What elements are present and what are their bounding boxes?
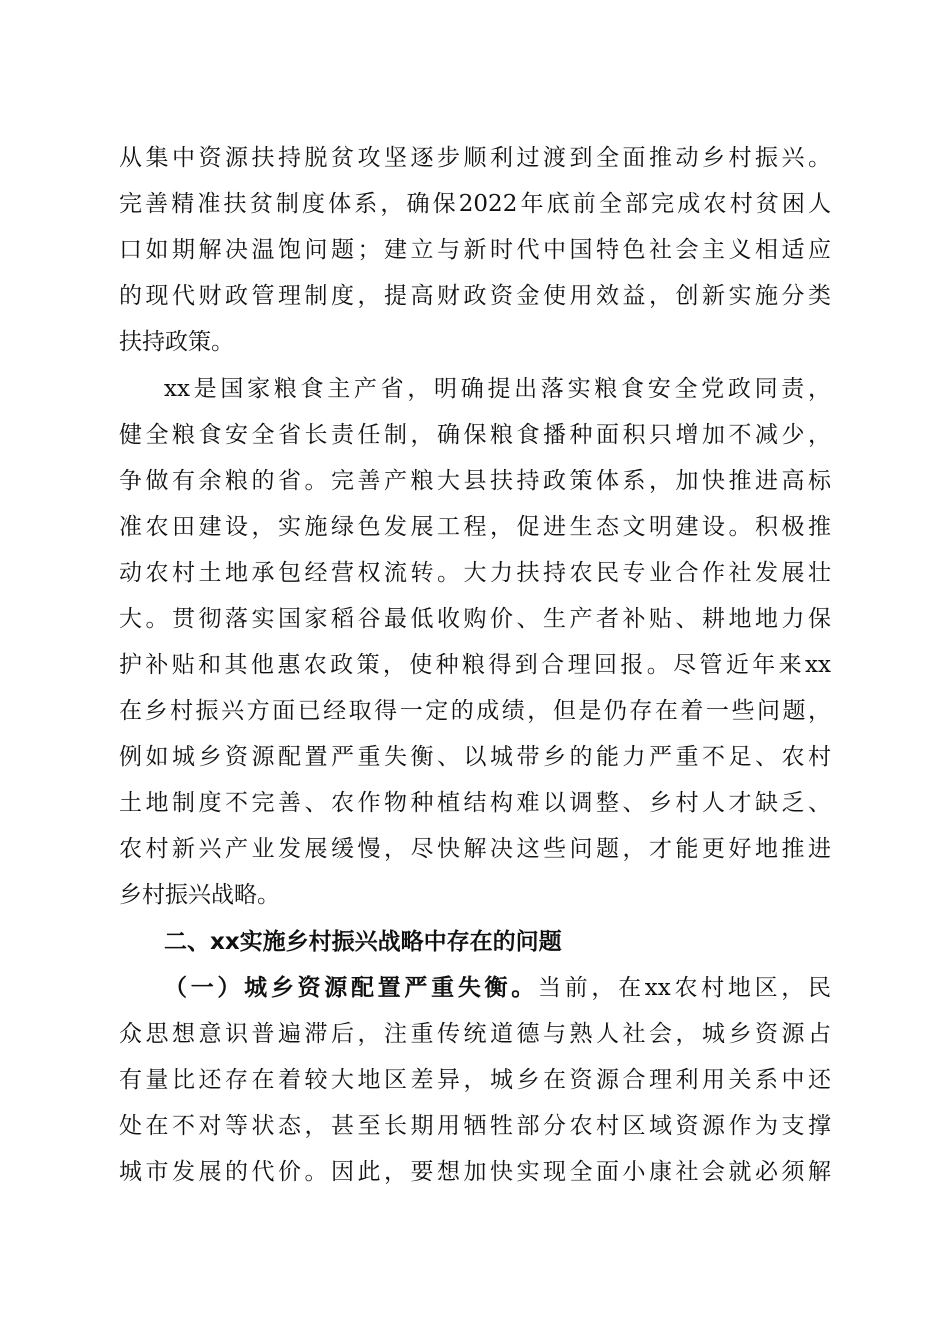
paragraph-line: 众思想意识普遍滞后，注重传统道德与熟人社会，城乡资源占 [119,1021,831,1047]
paragraph-line: 从集中资源扶持脱贫攻坚逐步顺利过渡到全面推动乡村振兴。 [119,145,831,171]
subsection-lead: （一）城乡资源配置严重失衡。 [164,975,538,1001]
paragraph-line: 护补贴和其他惠农政策，使种粮得到合理回报。尽管近年来xx [119,652,831,678]
paragraph-line: 准农田建设，实施绿色发展工程，促进生态文明建设。积极推 [119,514,831,540]
paragraph-line: 城市发展的代价。因此，要想加快实现全面小康社会就必须解 [119,1159,831,1185]
paragraph-line: 在乡村振兴方面已经取得一定的成绩，但是仍存在着一些问题， [119,698,831,724]
paragraph-line: xx是国家粮食主产省，明确提出落实粮食安全党政同责， [164,376,831,402]
paragraph-line: 农村新兴产业发展缓慢，尽快解决这些问题，才能更好地推进 [119,836,831,862]
paragraph-line: 大。贯彻落实国家稻谷最低收购价、生产者补贴、耕地地力保 [119,606,831,632]
paragraph-text: 当前，在xx农村地区，民 [537,975,831,1001]
paragraph-line: 的现代财政管理制度，提高财政资金使用效益，创新实施分类 [119,283,831,309]
paragraph-line [164,973,831,1003]
paragraph-line: 处在不对等状态，甚至长期用牺牲部分农村区域资源作为支撑 [119,1113,831,1139]
section-heading: 二、xx实施乡村振兴战略中存在的问题 [164,929,562,955]
paragraph-line: 口如期解决温饱问题；建立与新时代中国特色社会主义相适应 [119,237,831,263]
paragraph-line: 乡村振兴战略。 [119,882,280,908]
paragraph-line: 土地制度不完善、农作物种植结构难以调整、乡村人才缺乏、 [119,790,831,816]
paragraph-line: 例如城乡资源配置严重失衡、以城带乡的能力严重不足、农村 [119,744,831,770]
paragraph-line: 健全粮食安全省长责任制，确保粮食播种面积只增加不减少， [119,422,831,448]
paragraph-line: 有量比还存在着较大地区差异，城乡在资源合理利用关系中还 [119,1067,831,1093]
paragraph-line: 完善精准扶贫制度体系，确保2022年底前全部完成农村贫困人 [119,191,831,217]
paragraph-line: 动农村土地承包经营权流转。大力扶持农民专业合作社发展壮 [119,560,831,586]
paragraph-line: 扶持政策。 [119,329,234,355]
paragraph-line: 争做有余粮的省。完善产粮大县扶持政策体系，加快推进高标 [119,468,831,494]
